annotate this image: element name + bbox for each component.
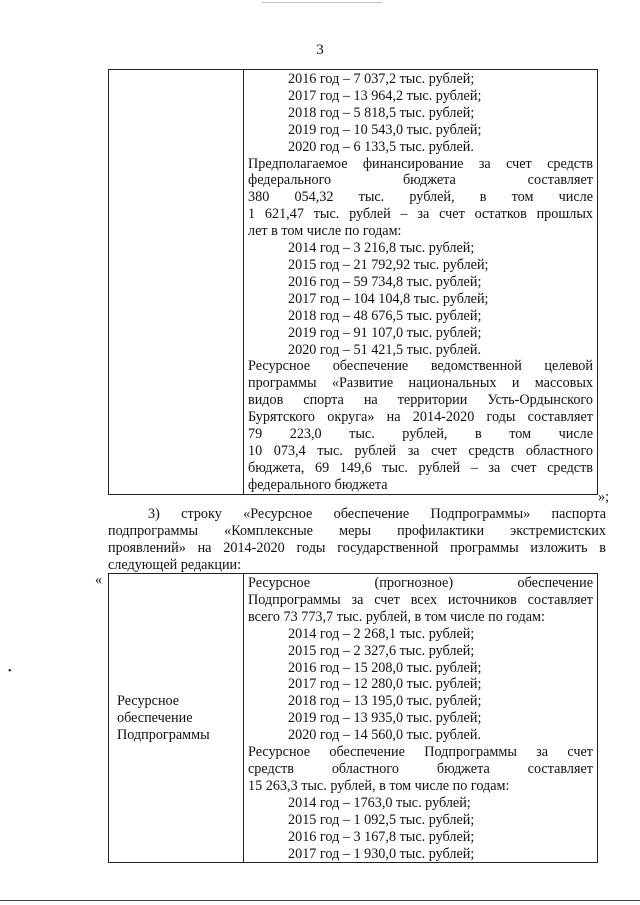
text-line: 2016 год – 15 208,0 тыс. рублей; bbox=[288, 659, 482, 676]
table-content-cell bbox=[244, 574, 598, 863]
label-line: Ресурсное bbox=[117, 692, 180, 709]
text-line: видов спорта на территории Усть-Ордынского bbox=[248, 392, 593, 409]
text-line: 2020 год – 51 421,5 тыс. рублей. bbox=[288, 341, 481, 358]
amendment-paragraph bbox=[108, 506, 606, 574]
text-line: лет в том числе по годам: bbox=[248, 223, 402, 240]
funding-table-continued bbox=[108, 69, 598, 495]
subprogram-resource-table bbox=[108, 573, 598, 863]
text-line: Подпрограммы за счет всех источников составляет bbox=[248, 591, 593, 608]
text-line: 10 073,4 тыс. рублей за счет средств областного bbox=[248, 442, 593, 459]
text-line: средств областного бюджета составляет bbox=[248, 760, 593, 777]
table-content-cell bbox=[244, 70, 598, 495]
text-line: 1 621,47 тыс. рублей – за счет остатков прошлых bbox=[248, 206, 593, 223]
paragraph-line: проявлений» на 2014-2020 годы государственной программы изложить в bbox=[108, 539, 606, 556]
text-line: федерального бюджета составляет bbox=[248, 172, 593, 189]
text-line: Ресурсное обеспечение Подпрограммы за счет bbox=[248, 744, 593, 761]
label-line: Подпрограммы bbox=[117, 726, 210, 743]
text-line: 2018 год – 48 676,5 тыс. рублей; bbox=[288, 307, 482, 324]
paragraph-line: 3) строку «Ресурсное обеспечение Подпрограммы» паспорта bbox=[148, 506, 606, 522]
table-label-cell-empty bbox=[109, 70, 244, 495]
text-line: 2014 год – 2 268,1 тыс. рублей; bbox=[288, 625, 475, 642]
text-line: 15 263,3 тыс. рублей, в том числе по годам: bbox=[248, 777, 510, 794]
text-line: 2017 год – 1 930,0 тыс. рублей; bbox=[288, 845, 475, 862]
text-line: 2020 год – 14 560,0 тыс. рублей. bbox=[288, 727, 481, 744]
text-line: 2019 год – 91 107,0 тыс. рублей; bbox=[288, 324, 482, 341]
text-line: бюджета, 69 149,6 тыс. рублей – за счет средств bbox=[248, 459, 593, 476]
label-line: обеспечение bbox=[117, 709, 193, 726]
text-line: 380 054,32 тыс. рублей, в том числе bbox=[248, 189, 593, 206]
text-line: 2016 год – 59 734,8 тыс. рублей; bbox=[288, 273, 482, 290]
text-line: 2015 год – 1 092,5 тыс. рублей; bbox=[288, 811, 475, 828]
text-line: 2018 год – 13 195,0 тыс. рублей; bbox=[288, 693, 482, 710]
table-label-cell bbox=[109, 574, 244, 863]
text-line: Ресурсное обеспечение ведомственной целевой bbox=[248, 358, 593, 375]
text-line: 2016 год – 3 167,8 тыс. рублей; bbox=[288, 828, 475, 845]
closing-quote: »; bbox=[598, 489, 610, 505]
text-line: 2017 год – 12 280,0 тыс. рублей; bbox=[288, 676, 482, 693]
top-scan-mark bbox=[262, 0, 382, 3]
page-number: 3 bbox=[316, 42, 324, 58]
opening-quote: « bbox=[95, 572, 103, 588]
text-line: 2014 год – 3 216,8 тыс. рублей; bbox=[288, 240, 475, 257]
text-line: 2016 год – 7 037,2 тыс. рублей; bbox=[288, 71, 475, 87]
text-line: федерального бюджета bbox=[248, 476, 388, 493]
row-label bbox=[109, 693, 243, 744]
text-line: программы «Развитие национальных и массовых bbox=[248, 375, 593, 392]
text-line: 2015 год – 2 327,6 тыс. рублей; bbox=[288, 642, 475, 659]
text-line: 2020 год – 6 133,5 тыс. рублей. bbox=[288, 138, 474, 155]
text-line: всего 73 773,7 тыс. рублей, в том числе по годам: bbox=[248, 608, 545, 625]
text-line: Предполагаемое финансирование за счет средств bbox=[248, 155, 593, 172]
paragraph-line: следующей редакции: bbox=[108, 556, 242, 573]
text-line: 2017 год – 104 104,8 тыс. рублей; bbox=[288, 290, 489, 307]
funding-lines bbox=[244, 70, 597, 494]
text-line: 2019 год – 10 543,0 тыс. рублей; bbox=[288, 121, 482, 138]
text-line: 2015 год – 21 792,92 тыс. рублей; bbox=[288, 256, 489, 273]
bottom-edge-line bbox=[0, 900, 640, 901]
text-line: 2018 год – 5 818,5 тыс. рублей; bbox=[288, 104, 475, 121]
scan-speck: • bbox=[8, 666, 12, 677]
text-line: Ресурсное (прогнозное) обеспечение bbox=[248, 575, 593, 591]
text-line: Бурятского округа» на 2014-2020 годы составляет bbox=[248, 409, 593, 426]
text-line: 2014 год – 1763,0 тыс. рублей; bbox=[288, 794, 471, 811]
text-line: 2017 год – 13 964,2 тыс. рублей; bbox=[288, 87, 482, 104]
text-line: 2019 год – 13 935,0 тыс. рублей; bbox=[288, 710, 482, 727]
paragraph-line: подпрограммы «Комплексные меры профилактики экстремистских bbox=[108, 522, 606, 539]
text-line: 79 223,0 тыс. рублей, в том числе bbox=[248, 426, 593, 443]
funding-lines bbox=[244, 574, 597, 862]
